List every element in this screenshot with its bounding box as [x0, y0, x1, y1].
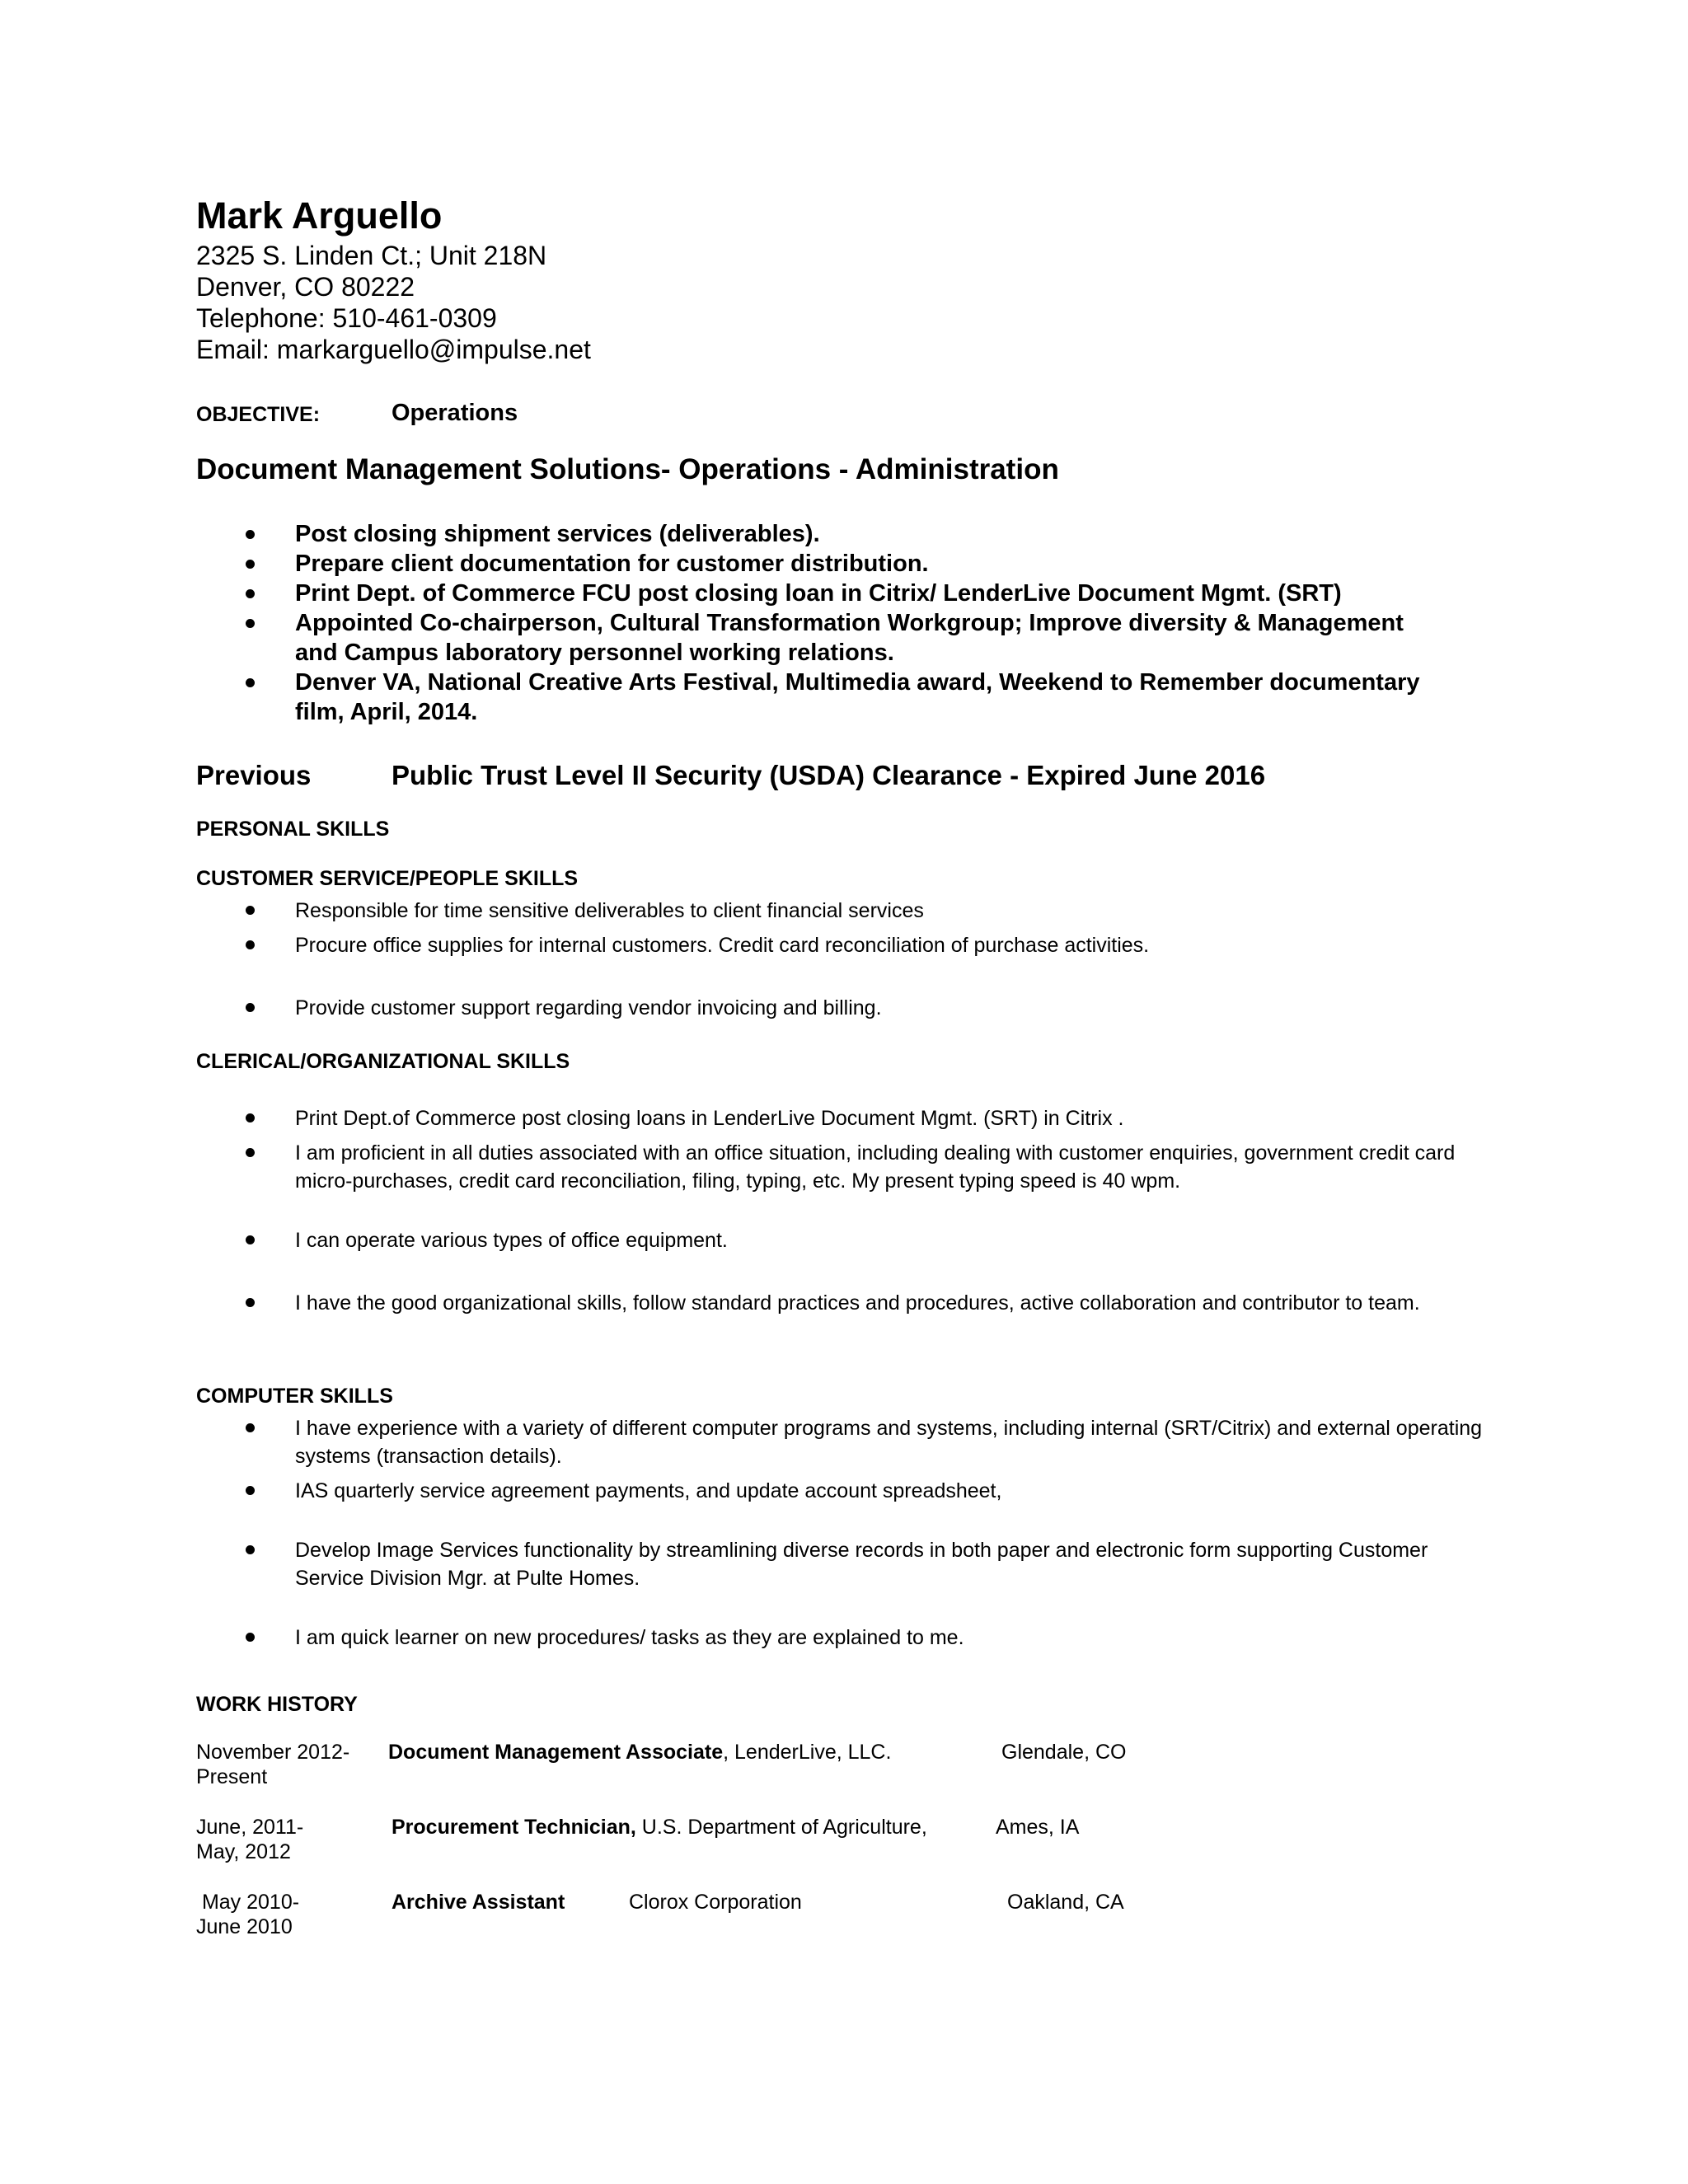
bullet-icon — [246, 678, 255, 687]
job-employer: Clorox Corporation — [629, 1891, 802, 1914]
job-date-start: November 2012- — [196, 1741, 350, 1764]
customer-service-list — [196, 897, 1498, 1022]
clerical-title: CLERICAL/ORGANIZATIONAL SKILLS — [196, 1050, 570, 1073]
list-item: Post closing shipment services (deliverables). — [196, 519, 1498, 549]
bullet-icon — [246, 589, 255, 598]
bullet-icon — [246, 1545, 255, 1554]
clerical-list — [196, 1104, 1498, 1317]
list-item: I have the good organizational skills, follow standard practices and procedures, active collaboration and contributor to team. — [196, 1289, 1498, 1317]
job-date-start: June, 2011- — [196, 1816, 304, 1839]
job-location: Oakland, CA — [1007, 1891, 1124, 1914]
job-employer: , LenderLive, LLC. — [723, 1741, 892, 1764]
list-item: I have experience with a variety of different computer programs and systems, including internal (SRT/Citrix) and external operating systems (transaction details). — [196, 1414, 1498, 1470]
bullet-icon — [246, 1113, 255, 1122]
bullet-icon — [246, 1423, 255, 1432]
list-item: Prepare client documentation for customer distribution. — [196, 549, 1498, 579]
bullet-icon — [246, 530, 255, 539]
email: Email: markarguello@impulse.net — [196, 335, 591, 364]
job-title: Archive Assistant — [392, 1891, 565, 1914]
objective-label: OBJECTIVE: — [196, 403, 321, 426]
job-title-line — [392, 1816, 927, 1840]
personal-skills-title: PERSONAL SKILLS — [196, 818, 390, 841]
job-date-end: Present — [196, 1765, 268, 1788]
list-item: I can operate various types of office equipment. — [196, 1226, 1498, 1254]
objective-value: Operations — [392, 400, 518, 426]
list-item: I am proficient in all duties associated with an office situation, including dealing with customer enquiries, government credit card micro-purchases, credit card reconciliation, filing, typing, etc. My present typing speed is 40 wpm. — [196, 1139, 1498, 1195]
bullet-icon — [246, 1486, 255, 1495]
job-title: Procurement Technician, — [392, 1816, 636, 1839]
list-item: Print Dept. of Commerce FCU post closing loan in Citrix/ LenderLive Document Mgmt. (SRT) — [196, 579, 1498, 608]
bullet-icon — [246, 906, 255, 915]
customer-service-title: CUSTOMER SERVICE/PEOPLE SKILLS — [196, 867, 579, 890]
telephone: Telephone: 510-461-0309 — [196, 303, 497, 333]
job-title-line — [388, 1741, 891, 1765]
job-title-line — [392, 1891, 565, 1915]
job-date-start: May 2010- — [196, 1891, 300, 1914]
list-item: Provide customer support regarding vendor invoicing and billing. — [196, 994, 1498, 1022]
objective-heading: Document Management Solutions- Operations - Administration — [196, 453, 1059, 485]
address-line-1: 2325 S. Linden Ct.; Unit 218N — [196, 241, 547, 270]
job-location: Ames, IA — [996, 1816, 1080, 1839]
job-date-end: June 2010 — [196, 1915, 293, 1938]
clearance-text: Public Trust Level II Security (USDA) Clearance - Expired June 2016 — [392, 760, 1266, 790]
bullet-icon — [246, 619, 255, 628]
list-item: I am quick learner on new procedures/ tasks as they are explained to me. — [196, 1624, 1498, 1652]
bullet-icon — [246, 940, 255, 949]
address-line-2: Denver, CO 80222 — [196, 272, 415, 302]
work-history-title: WORK HISTORY — [196, 1693, 358, 1716]
job-date-end: May, 2012 — [196, 1840, 291, 1863]
job-employer: U.S. Department of Agriculture, — [635, 1816, 927, 1839]
objective-bullet-list — [196, 519, 1498, 727]
bullet-icon — [246, 1298, 255, 1307]
computer-skills-title: COMPUTER SKILLS — [196, 1385, 393, 1408]
candidate-name: Mark Arguello — [196, 194, 443, 237]
list-item: Responsible for time sensitive deliverables to client financial services — [196, 897, 1498, 925]
bullet-icon — [246, 1003, 255, 1012]
job-location: Glendale, CO — [1001, 1741, 1127, 1764]
bullet-icon — [246, 560, 255, 569]
bullet-icon — [246, 1235, 255, 1244]
list-item: Denver VA, National Creative Arts Festival, Multimedia award, Weekend to Remember documentary film, April, 2014. — [196, 668, 1432, 727]
list-item: Procure office supplies for internal customers. Credit card reconciliation of purchase activities. — [196, 931, 1498, 959]
computer-skills-list — [196, 1414, 1498, 1652]
list-item: Develop Image Services functionality by streamlining diverse records in both paper and electronic form supporting Customer Service Division Mgr. at Pulte Homes. — [196, 1536, 1498, 1592]
list-item: Appointed Co-chairperson, Cultural Transformation Workgroup; Improve diversity & Management and Campus laboratory personnel working relations. — [196, 608, 1432, 668]
clearance-label: Previous — [196, 760, 312, 790]
list-item: Print Dept.of Commerce post closing loans in LenderLive Document Mgmt. (SRT) in Citrix . — [196, 1104, 1498, 1132]
job-title: Document Management Associate — [388, 1741, 724, 1764]
bullet-icon — [246, 1633, 255, 1642]
list-item: IAS quarterly service agreement payments, and update account spreadsheet, — [196, 1477, 1498, 1505]
bullet-icon — [246, 1148, 255, 1157]
